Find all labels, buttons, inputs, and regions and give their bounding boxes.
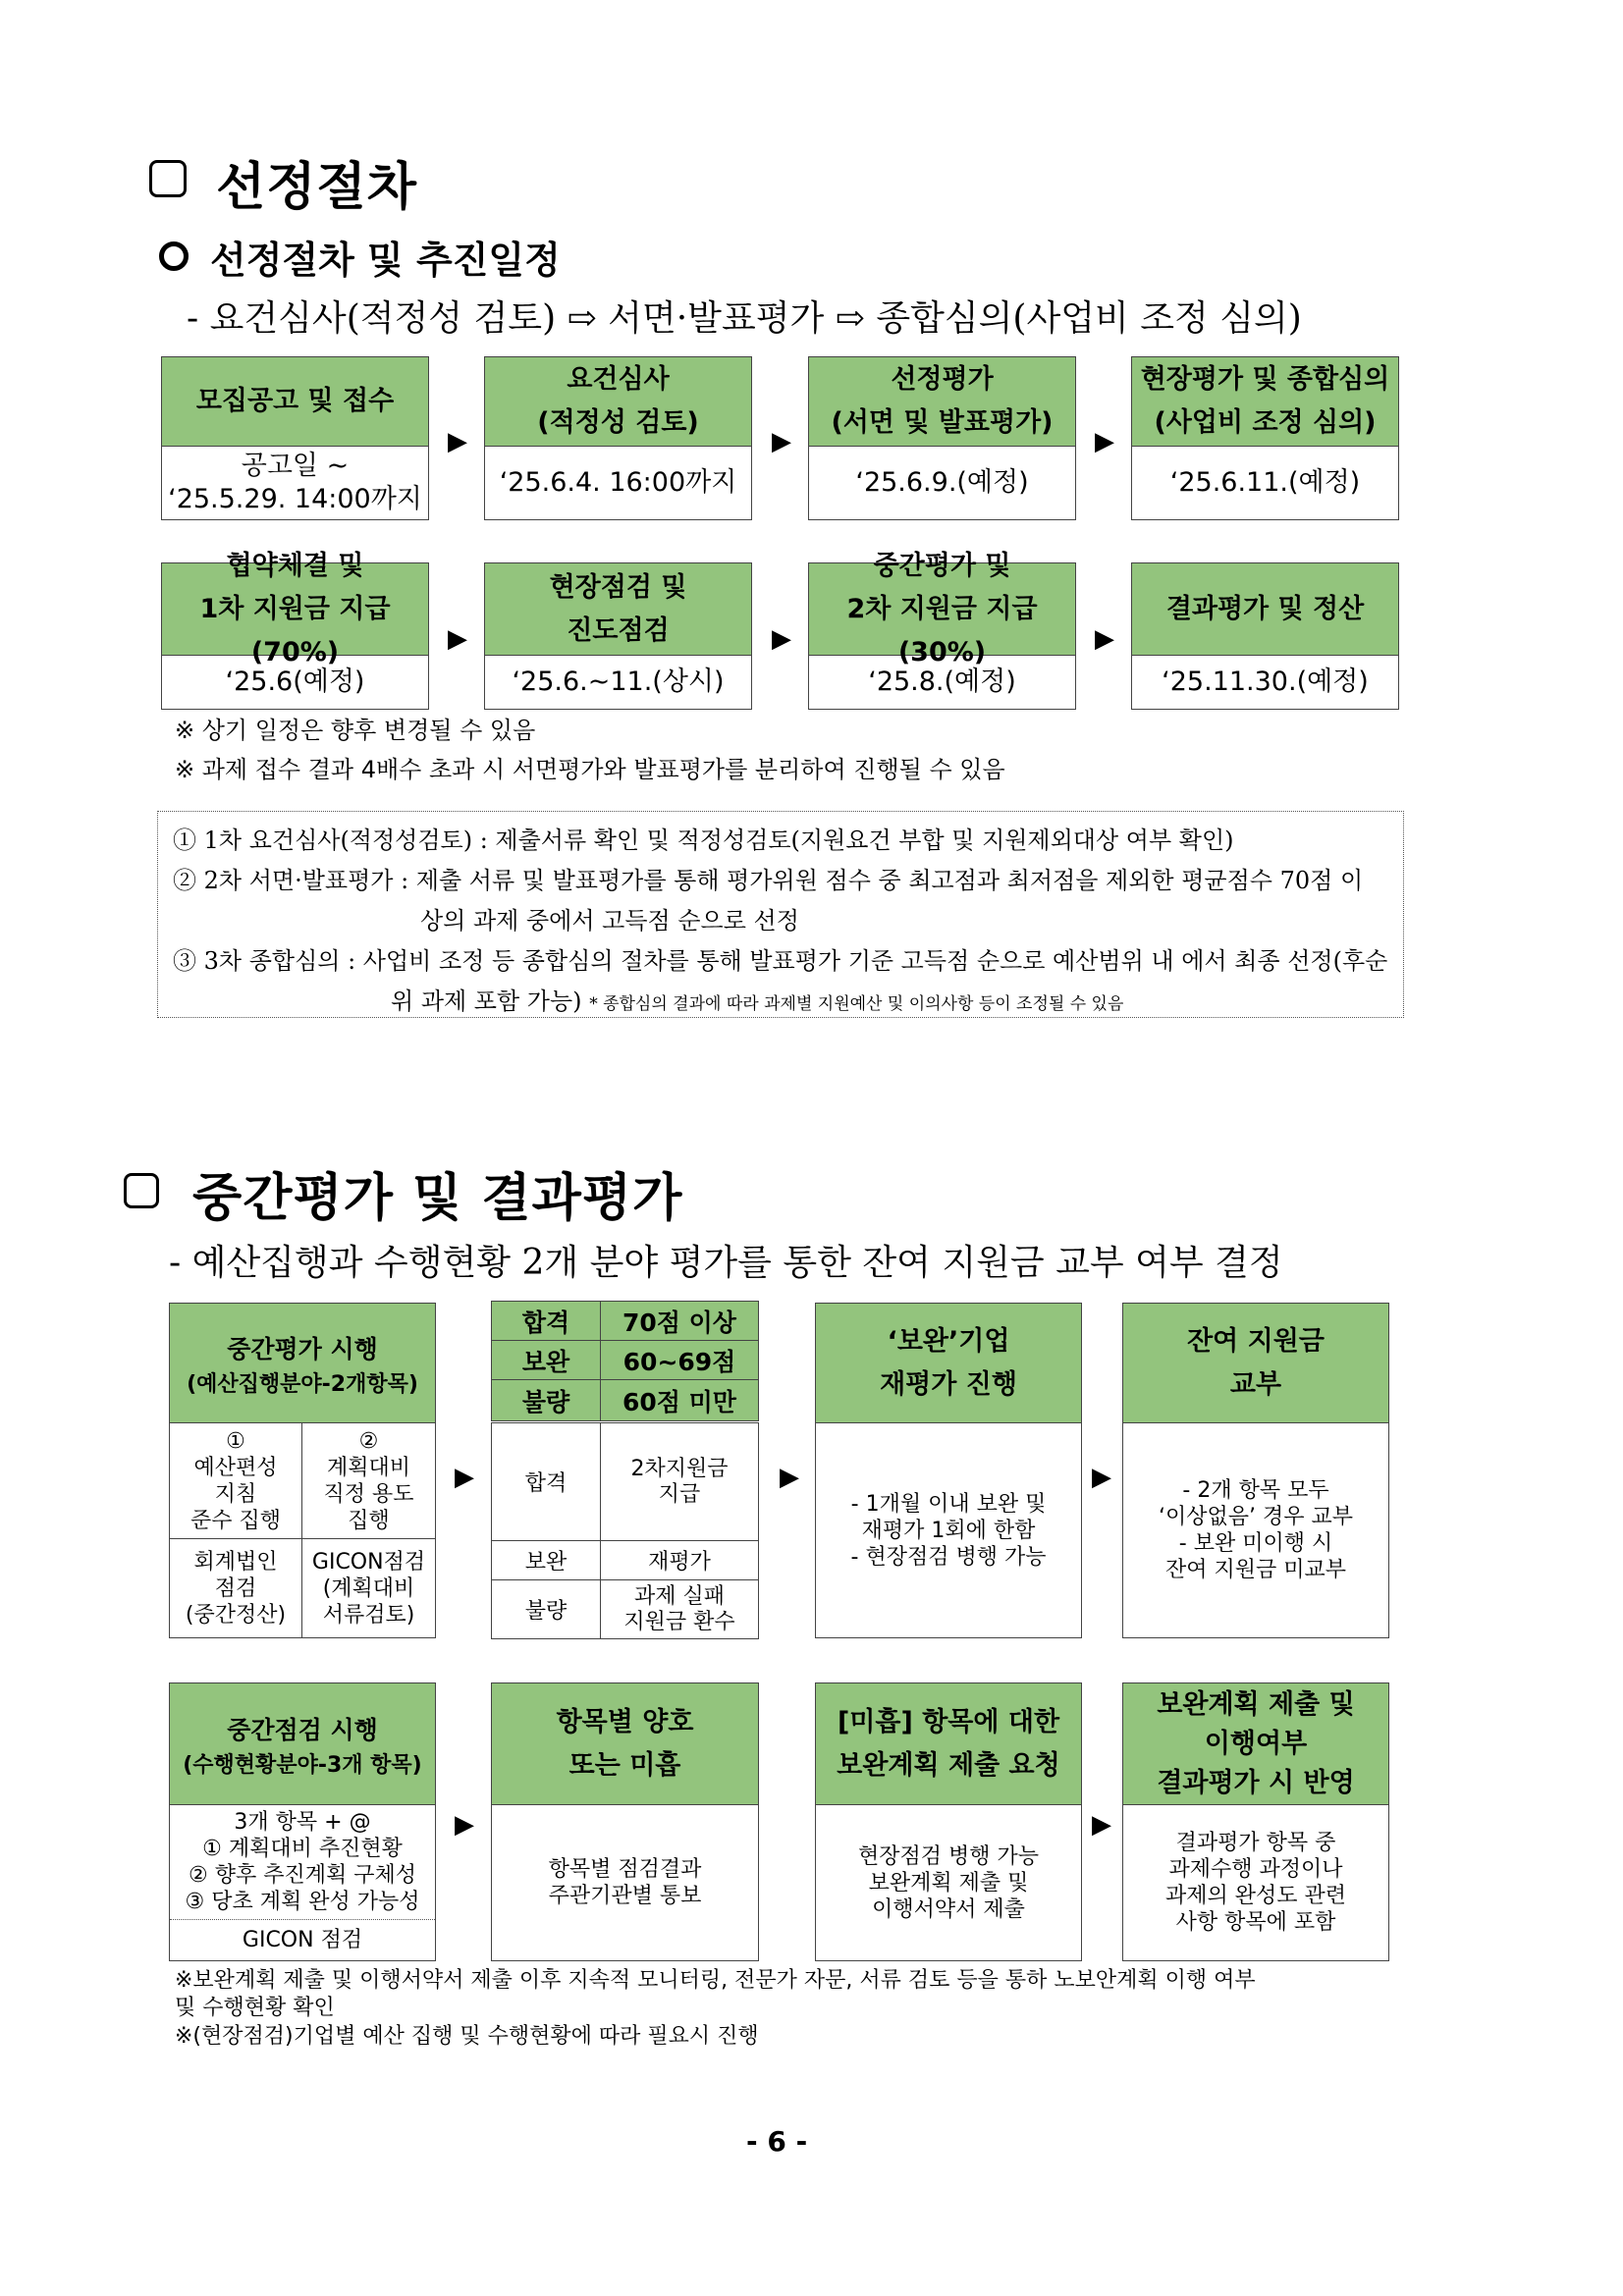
arrow-right-icon: ▶ (455, 1810, 474, 1840)
schedule-box-header (162, 550, 428, 667)
body-line: 잔여 지원금 미교부 (1164, 1558, 1346, 1582)
body-line: 현장점검 병행 가능 (857, 1843, 1039, 1869)
note: ※(현장점검)기업별 예산 집행 및 수행현황에 따라 필요시 진행 (175, 2024, 759, 2049)
schedule-box-body (162, 447, 428, 519)
final-eval-box (1122, 1682, 1389, 1961)
cell-line: 집행 (348, 1508, 390, 1533)
header-line: 결과평가 및 정산 (1165, 593, 1365, 624)
body-line: 사항 항목에 포함 (1175, 1910, 1336, 1935)
header-line: 진도점검 (567, 614, 670, 646)
grade-label: 합격 (492, 1302, 601, 1341)
header-line: 보완계획 제출 요청 (837, 1749, 1060, 1781)
schedule-box-header (809, 550, 1075, 667)
header-line: 현장점검 및 (549, 571, 687, 603)
item-result-box (491, 1682, 759, 1961)
schedule-box-header (485, 563, 751, 656)
header-line: (예산집행분야-2개항목) (187, 1372, 418, 1397)
header-line: 선정평가 (891, 364, 994, 395)
schedule-box (808, 550, 1076, 710)
body-line: 주관기관별 통보 (548, 1884, 702, 1908)
flow-description: - 요건심사(적정성 검토) ⇨ 서면·발표평가 ⇨ 종합심의(사업비 조정 심의) (187, 298, 1302, 339)
body-line: ‘25.6.11.(예정) (1169, 467, 1361, 498)
header-line: 1차 지원금 지급(70%) (199, 593, 391, 667)
body-line: ‘25.6.9.(예정) (855, 467, 1029, 498)
section-title: 중간평가 및 결과평가 (192, 1169, 683, 1228)
body-line: 공고일 ~ (241, 451, 350, 481)
supplement-request-body (816, 1805, 1081, 1960)
cell-line: 점검 (214, 1575, 257, 1601)
arrow-right-icon: ▶ (448, 427, 467, 456)
schedule-box-header (1132, 357, 1398, 447)
cell-line: (계획대비 (322, 1575, 415, 1601)
header-line: 또는 미흡 (568, 1749, 681, 1781)
cell-line: 지침 (214, 1481, 257, 1507)
schedule-box (1131, 356, 1399, 520)
result-label: 보완 (492, 1541, 601, 1580)
header-line: ‘보완’기업 (887, 1325, 1010, 1357)
header-line: 결과평가 시 반영 (1157, 1767, 1355, 1798)
supplement-request-header (816, 1683, 1081, 1805)
schedule-box-body (1132, 447, 1398, 519)
body-line: ‘25.5.29. 14:00까지 (168, 484, 422, 514)
interim-eval-cell (170, 1423, 302, 1538)
interim-eval-cell (302, 1539, 435, 1637)
schedule-box (161, 550, 429, 710)
body-line: 결과평가 항목 중 (1175, 1831, 1336, 1855)
body-line: 이행서약서 제출 (872, 1896, 1025, 1922)
body-line: - 보완 미이행 시 (1178, 1531, 1333, 1556)
header-line: 교부 (1229, 1368, 1282, 1400)
arrow-right-icon: ▶ (772, 427, 791, 456)
arrow-right-icon: ▶ (1092, 1463, 1111, 1492)
grade-table (491, 1301, 759, 1421)
schedule-box (1131, 562, 1399, 710)
arrow-right-icon: ▶ (1095, 624, 1114, 654)
detail-line: ② 2차 서면·발표평가 : 제출 서류 및 발표평가를 통해 평가위원 점수 중 최고점과 최저점을 제외한 평균점수 70점 이 (173, 867, 1364, 894)
schedule-box-header (809, 357, 1075, 447)
body-line: 항목별 점검결과 (548, 1857, 702, 1882)
remaining-fund-header (1123, 1304, 1388, 1423)
item-result-body (492, 1805, 758, 1960)
header-line: 중간점검 시행 (227, 1716, 378, 1744)
header-line: 모집공고 및 접수 (195, 386, 395, 416)
final-eval-header (1123, 1683, 1388, 1805)
interim-check-footer: GICON 점검 (242, 1927, 363, 1952)
section-subtitle: 선정절차 및 추진일정 (210, 239, 561, 282)
cell-line: 준수 집행 (189, 1508, 281, 1533)
remaining-fund-box (1122, 1303, 1389, 1638)
detail-footnote: * 종합심의 결과에 따라 과제별 지원예산 및 이의사항 등이 조정될 수 있음 (589, 994, 1124, 1014)
arrow-right-icon: ▶ (448, 624, 467, 654)
header-line: 2차 지원금 지급(30%) (846, 593, 1038, 667)
note: 및 수행현황 확인 (175, 1996, 335, 2020)
supplement-header (816, 1304, 1081, 1423)
grade-row (492, 1380, 759, 1421)
body-line: - 2개 항목 모두 (1182, 1478, 1329, 1503)
body-line: ‘25.6.~11.(상시) (512, 667, 725, 697)
result-row (492, 1423, 759, 1541)
result-action: 재평가 (601, 1541, 759, 1580)
item-result-header (492, 1683, 758, 1805)
arrow-right-icon: ▶ (455, 1463, 474, 1492)
body-line: - 1개월 이내 보완 및 (850, 1491, 1047, 1517)
detail-line: 상의 과제 중에서 고득점 순으로 선정 (420, 907, 799, 934)
result-action: 2차지원금 지급 (601, 1423, 759, 1541)
body-line: - 현장점검 병행 가능 (850, 1544, 1047, 1570)
schedule-box-body (1132, 656, 1398, 709)
cell-line: ① (226, 1428, 245, 1454)
body-line: ① 계획대비 추진현황 (202, 1837, 403, 1861)
note: ※ 상기 일정은 향후 변경될 수 있음 (175, 717, 536, 744)
body-line: ‘25.11.30.(예정) (1162, 667, 1369, 697)
header-line: [미흡] 항목에 대한 (837, 1706, 1060, 1737)
cell-line: 서류검토) (322, 1602, 415, 1628)
detail-line: ① 1차 요건심사(적정성검토) : 제출서류 확인 및 적정성검토(지원요건 부합 및 지원제외대상 여부 확인) (173, 827, 1234, 854)
note: ※ 과제 접수 결과 4배수 초과 시 서면평가와 발표평가를 분리하여 진행될 수 있음 (175, 756, 1005, 783)
schedule-box-header (162, 357, 428, 447)
page-number: - 6 - (746, 2125, 808, 2158)
grade-label: 불량 (492, 1380, 601, 1421)
grade-row (492, 1302, 759, 1341)
grade-row (492, 1341, 759, 1380)
header-line: 잔여 지원금 (1187, 1325, 1325, 1357)
body-line: ③ 당초 계획 완성 가능성 (185, 1890, 420, 1914)
cell-line: (중간정산) (185, 1602, 287, 1628)
interim-check-body (170, 1805, 435, 1920)
cell-line: 회계법인 (193, 1549, 278, 1575)
final-eval-body (1123, 1805, 1388, 1960)
schedule-box-header (1132, 563, 1398, 656)
header-line: (수행현황분야-3개 항목) (183, 1753, 422, 1778)
result-action: 과제 실패 지원금 환수 (601, 1580, 759, 1639)
grade-range: 60~69점 (601, 1341, 759, 1380)
result-table (491, 1422, 759, 1639)
circle-bullet-icon (159, 241, 189, 271)
body-line: ‘이상없음’ 경우 교부 (1159, 1505, 1353, 1529)
body-line: 과제수행 과정이나 (1168, 1857, 1343, 1882)
header-line: (사업비 조정 심의) (1154, 407, 1377, 438)
checkbox-square-icon (149, 160, 187, 197)
schedule-box-body (485, 656, 751, 709)
interim-eval-row (170, 1423, 435, 1539)
result-row (492, 1580, 759, 1639)
header-line: 중간평가 및 (873, 550, 1011, 581)
header-line: 중간평가 시행 (227, 1335, 378, 1363)
grade-range: 60점 미만 (601, 1380, 759, 1421)
flow-description: - 예산집행과 수행현황 2개 분야 평가를 통한 잔여 지원금 교부 여부 결정 (169, 1243, 1283, 1283)
result-row (492, 1541, 759, 1580)
schedule-box (484, 562, 752, 710)
schedule-box-body (485, 447, 751, 519)
section-title: 선정절차 (216, 158, 417, 217)
header-line: (서면 및 발표평가) (831, 407, 1054, 438)
grade-label: 보완 (492, 1341, 601, 1380)
schedule-box (484, 356, 752, 520)
detail-line (391, 982, 1123, 1016)
header-line: 협약체결 및 (226, 550, 364, 581)
schedule-box (808, 356, 1076, 520)
grade-range: 70점 이상 (601, 1302, 759, 1341)
cell-line: 계획대비 (326, 1455, 410, 1480)
supplement-request-box (815, 1682, 1082, 1961)
schedule-box-body (809, 447, 1075, 519)
interim-eval-cell (302, 1423, 435, 1538)
cell-line: ② (358, 1428, 379, 1454)
detail-text: 위 과제 포함 가능) (391, 988, 582, 1015)
supplement-body (816, 1423, 1081, 1637)
arrow-right-icon: ▶ (780, 1463, 799, 1492)
arrow-right-icon: ▶ (1095, 427, 1114, 456)
cell-line: GICON점검 (311, 1549, 426, 1575)
checkbox-square-icon (124, 1173, 159, 1208)
interim-eval-cell (170, 1539, 302, 1637)
interim-eval-box (169, 1303, 436, 1638)
header-line: (적정성 검토) (537, 407, 699, 438)
arrow-right-icon: ▶ (1092, 1810, 1111, 1840)
interim-eval-row (170, 1539, 435, 1637)
schedule-box-header (485, 357, 751, 447)
body-line: 과제의 완성도 관련 (1164, 1884, 1346, 1908)
header-line: 이행여부 (1204, 1728, 1308, 1759)
result-label: 불량 (492, 1580, 601, 1639)
header-line: 현장평가 및 종합심의 (1140, 364, 1390, 395)
detail-line: ③ 3차 종합심의 : 사업비 조정 등 종합심의 절차를 통해 발표평가 기준 고득점 순으로 예산범위 내 에서 최종 선정(후순 (173, 947, 1388, 975)
supplement-box (815, 1303, 1082, 1638)
header-line: 항목별 양호 (556, 1706, 694, 1737)
body-line: ② 향후 추진계획 구체성 (189, 1863, 416, 1888)
body-line: ‘25.8.(예정) (868, 667, 1016, 697)
remaining-fund-body (1123, 1423, 1388, 1637)
result-label: 합격 (492, 1423, 601, 1541)
body-line: ‘25.6(예정) (225, 667, 365, 697)
arrow-right-icon: ▶ (772, 624, 791, 654)
schedule-box (161, 356, 429, 520)
note: ※보완계획 제출 및 이행서약서 제출 이후 지속적 모니터링, 전문가 자문, 서류 검토 등을 통하 노보안계획 이행 여부 (175, 1968, 1256, 1993)
body-line: 보완계획 제출 및 (868, 1870, 1029, 1896)
cell-line: 예산편성 (193, 1455, 278, 1480)
body-line: ‘25.6.4. 16:00까지 (499, 467, 737, 498)
header-line: 요건심사 (567, 364, 670, 395)
header-line: 재평가 진행 (880, 1368, 1017, 1400)
body-line: 3개 항목 + @ (234, 1810, 371, 1835)
cell-line: 직정 용도 (323, 1481, 414, 1507)
header-line: 보완계획 제출 및 (1157, 1688, 1355, 1720)
interim-eval-header (170, 1304, 435, 1423)
body-line: 재평가 1회에 한함 (861, 1518, 1036, 1543)
interim-check-box (169, 1682, 436, 1961)
interim-check-header (170, 1683, 435, 1805)
